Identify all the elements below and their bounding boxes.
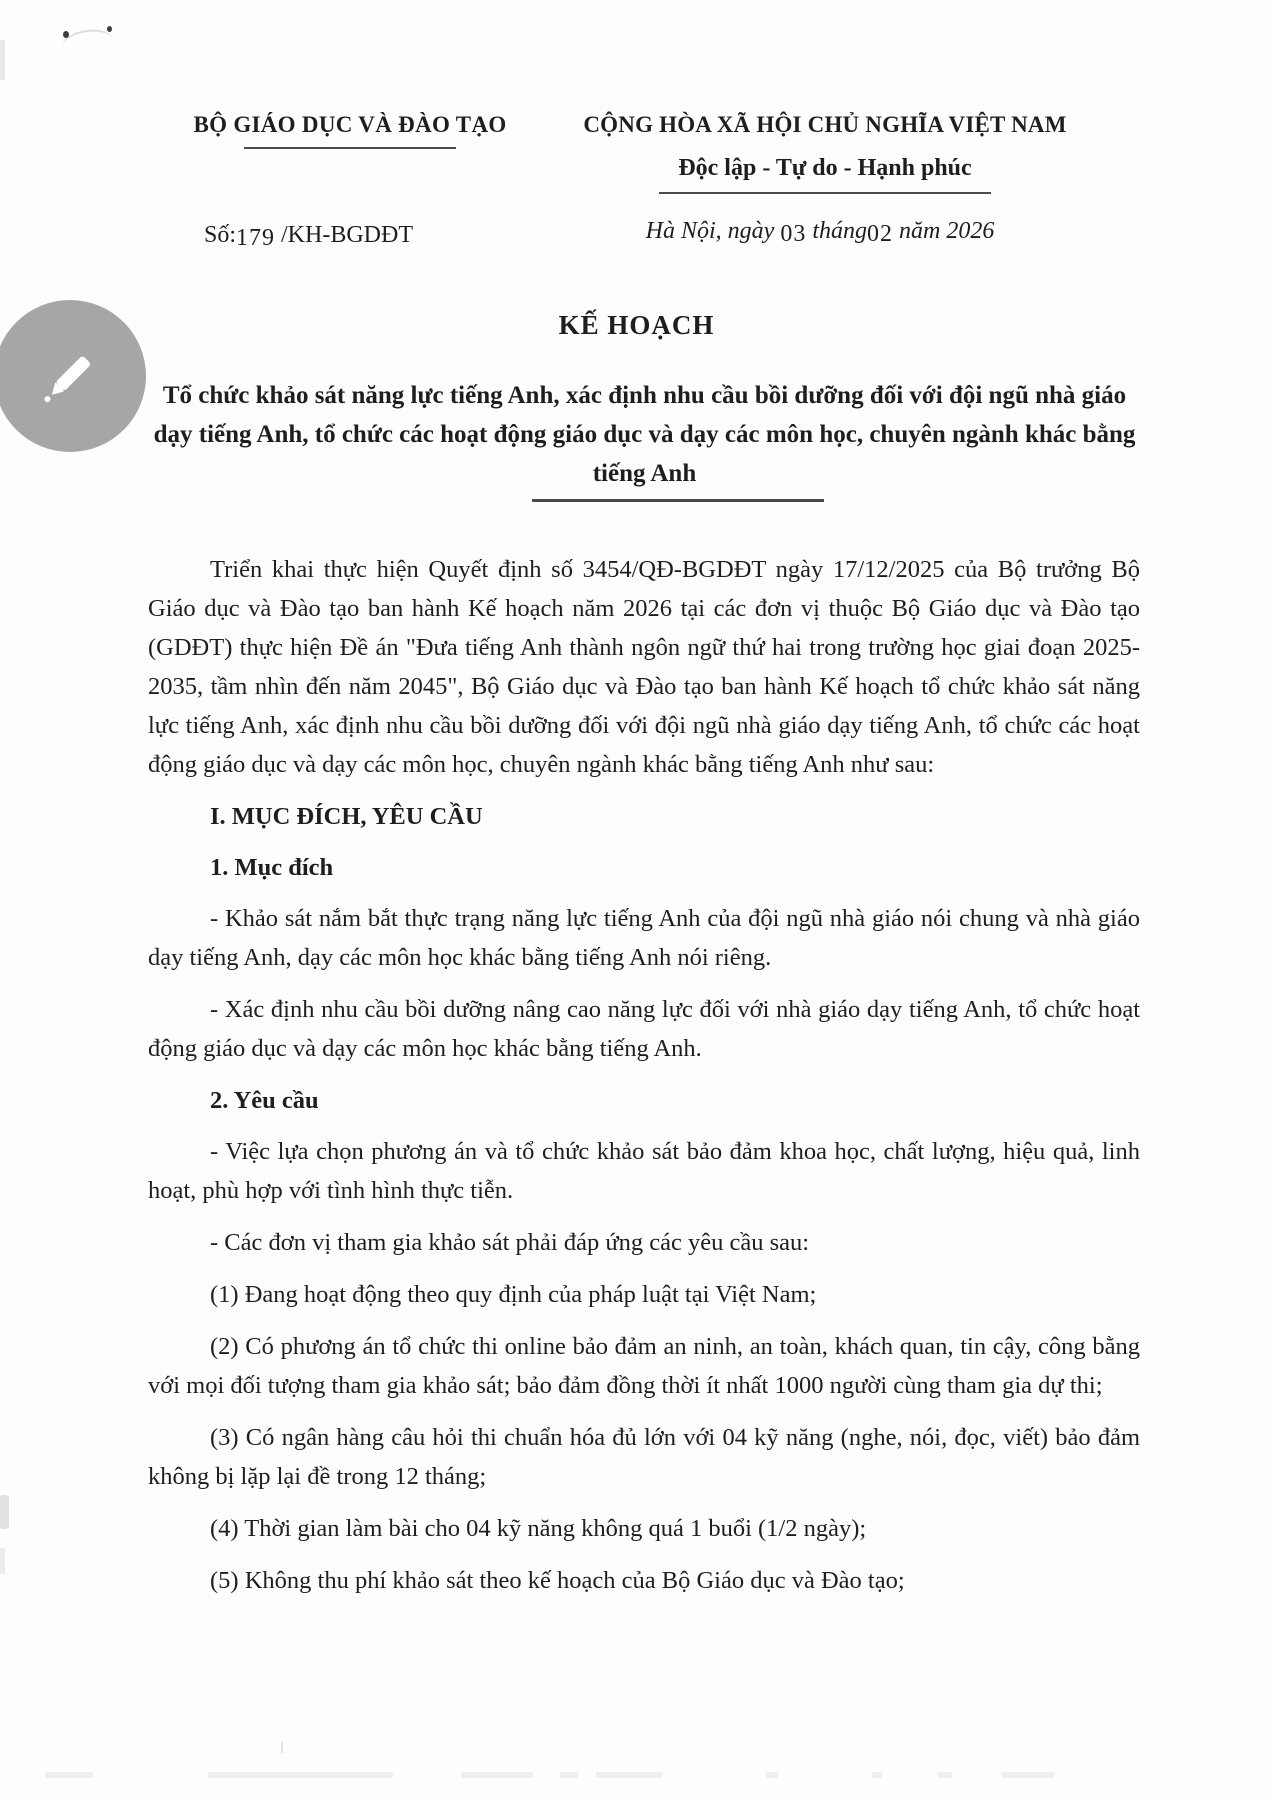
date-month: 02 xyxy=(867,221,893,247)
date-year: 2026 xyxy=(946,218,995,244)
scan-artifact xyxy=(60,27,115,62)
date-year-label: năm xyxy=(899,218,941,244)
body-paragraph: - Các đơn vị tham gia khảo sát phải đáp ứng các yêu cầu sau: xyxy=(210,1229,810,1256)
document-body xyxy=(148,550,1140,1613)
underline-rule xyxy=(659,192,991,194)
scan-artifact xyxy=(872,1772,882,1778)
document-number-suffix: /KH-BGDĐT xyxy=(281,222,414,248)
national-motto-line1: CỘNG HÒA XÃ HỘI CHỦ NGHĨA VIỆT NAM xyxy=(583,112,1067,137)
body-paragraph: (2) Có phương án tổ chức thi online bảo đảm an ninh, an toàn, khách quan, tin cậy, công bằng với mọi đối tượng tham gia khảo sát; bảo đảm đồng thời ít nhất 1000 người cùng tham gia dự thi; xyxy=(148,1333,1140,1399)
body-paragraph: - Xác định nhu cầu bồi dưỡng nâng cao năng lực đối với nhà giáo dạy tiếng Anh, tổ chức hoạt động giáo dục và dạy các môn học khác bằng tiếng Anh. xyxy=(148,996,1140,1062)
scan-artifact xyxy=(461,1772,533,1778)
body-paragraph: (5) Không thu phí khảo sát theo kế hoạch của Bộ Giáo dục và Đào tạo; xyxy=(210,1567,905,1594)
scan-artifact xyxy=(596,1772,662,1778)
issuing-org-block xyxy=(150,110,550,149)
scan-artifact xyxy=(0,1548,5,1574)
scan-artifact xyxy=(0,40,5,80)
body-paragraph: Triển khai thực hiện Quyết định số 3454/QĐ-BGDĐT ngày 17/12/2025 của Bộ trưởng Bộ Giáo dục và Đào tạo ban hành Kế hoạch năm 2026 tại các đơn vị thuộc Bộ Giáo dục và Đào tạo (GDĐT) thực hiện Đề án "Đưa tiếng Anh thành ngôn ngữ thứ hai trong trường học giai đoạn 2025-2035, tầm nhìn đến năm 2045", Bộ Giáo dục và Đào tạo ban hành Kế hoạch tổ chức khảo sát năng lực tiếng Anh, xác định nhu cầu bồi dưỡng đối với đội ngũ nhà giáo dạy tiếng Anh, tổ chức các hoạt động giáo dục và dạy các môn học, chuyên ngành khác bằng tiếng Anh như sau: xyxy=(148,556,1140,778)
scan-artifact xyxy=(1002,1772,1054,1778)
underline-rule xyxy=(244,147,456,149)
scan-artifact xyxy=(208,1772,393,1778)
date-month-label: tháng xyxy=(812,218,867,244)
body-paragraph: (3) Có ngân hàng câu hỏi thi chuẩn hóa đủ lớn với 04 kỹ năng (nghe, nói, đọc, viết) bảo đảm không bị lặp lại đề trong 12 tháng; xyxy=(148,1424,1140,1490)
scan-artifact xyxy=(938,1772,952,1778)
body-paragraph: (4) Thời gian làm bài cho 04 kỹ năng không quá 1 buổi (1/2 ngày); xyxy=(210,1515,867,1542)
section-heading: 2. Yêu cầu xyxy=(210,1087,319,1114)
body-paragraph: (1) Đang hoạt động theo quy định của pháp luật tại Việt Nam; xyxy=(210,1281,817,1308)
scan-artifact xyxy=(281,1742,283,1753)
body-paragraph: - Việc lựa chọn phương án và tổ chức khảo sát bảo đảm khoa học, chất lượng, hiệu quả, linh hoạt, phù hợp với tình hình thực tiễn. xyxy=(148,1138,1140,1204)
date-day: 03 xyxy=(780,221,807,247)
national-motto-line2: Độc lập - Tự do - Hạnh phúc xyxy=(678,155,972,181)
place-date-line xyxy=(580,218,1060,245)
scan-artifact xyxy=(45,1772,93,1778)
pencil-icon xyxy=(28,334,112,418)
scan-artifact xyxy=(766,1772,778,1778)
scan-artifact xyxy=(0,1495,9,1529)
body-paragraph: - Khảo sát nắm bắt thực trạng năng lực tiếng Anh của đội ngũ nhà giáo nói chung và nhà giáo dạy tiếng Anh, dạy các môn học khác bằng tiếng Anh nói riêng. xyxy=(148,905,1140,971)
scan-artifact xyxy=(63,31,69,38)
edit-fab-button[interactable] xyxy=(0,300,146,452)
document-number-value: 179 xyxy=(236,225,276,251)
document-number-label: Số: xyxy=(204,222,237,248)
document-number xyxy=(204,222,413,249)
section-heading: 1. Mục đích xyxy=(210,854,334,881)
underline-rule xyxy=(532,499,824,502)
date-prefix: Hà Nội, ngày xyxy=(645,218,775,244)
national-motto-block xyxy=(545,110,1105,194)
document-subtitle: Tổ chức khảo sát năng lực tiếng Anh, xác định nhu cầu bồi dưỡng đối với đội ngũ nhà giáo dạy tiếng Anh, tổ chức các hoạt động giáo dục và dạy các môn học, chuyên ngành khác bằng tiếng Anh xyxy=(153,382,1136,487)
scan-artifact xyxy=(560,1772,578,1778)
section-heading: I. MỤC ĐÍCH, YÊU CẦU xyxy=(210,803,483,830)
document-title: KẾ HOẠCH xyxy=(558,310,715,340)
issuing-org-name: BỘ GIÁO DỤC VÀ ĐÀO TẠO xyxy=(193,112,507,137)
scan-artifact xyxy=(107,26,112,32)
